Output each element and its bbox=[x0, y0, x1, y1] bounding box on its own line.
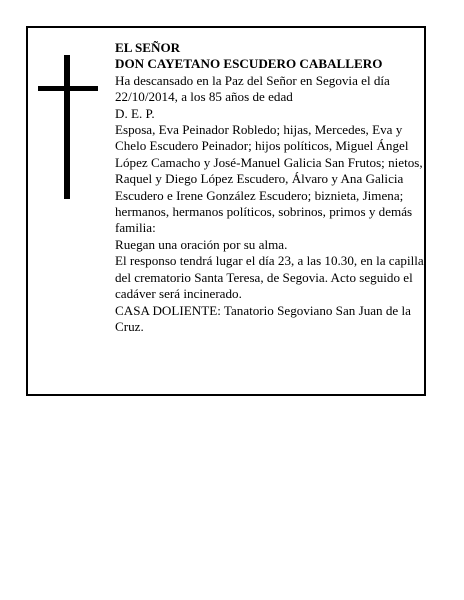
cross-vertical-bar bbox=[64, 55, 70, 199]
service-info: El responso tendrá lugar el día 23, a las 10.30, en la capilla del crematorio Santa Teresa, de Segovia. Acto seguido el cadáver será incinerado. bbox=[115, 253, 424, 302]
notice-text bbox=[115, 40, 427, 335]
cross-horizontal-bar bbox=[38, 86, 98, 91]
dep-line: D. E. P. bbox=[115, 105, 155, 121]
cross-icon bbox=[38, 55, 98, 199]
prayer-request: Ruegan una oración por su alma. bbox=[115, 236, 288, 252]
house-of-mourning: CASA DOLIENTE: Tanatorio Segoviano San Juan de la Cruz. bbox=[115, 302, 411, 334]
title-line-1: EL SEÑOR bbox=[115, 40, 181, 55]
obituary-notice bbox=[26, 26, 426, 396]
family-list: Esposa, Eva Peinador Robledo; hijas, Mercedes, Eva y Chelo Escudero Peinador; hijos políticos, Miguel Ángel López Camacho y José-Manuel Galicia San Frutos; nietos, Raquel y Diego López Escudero, Álvaro y Ana Galicia Escudero e Irene González Escudero; biznieta, Jimena; hermanos, hermanos políticos, sobrinos, primos y demás familia: bbox=[115, 122, 423, 236]
death-announcement: Ha descansado en la Paz del Señor en Segovia el día 22/10/2014, a los 85 años de edad bbox=[115, 72, 390, 105]
deceased-name: DON CAYETANO ESCUDERO CABALLERO bbox=[115, 56, 383, 72]
